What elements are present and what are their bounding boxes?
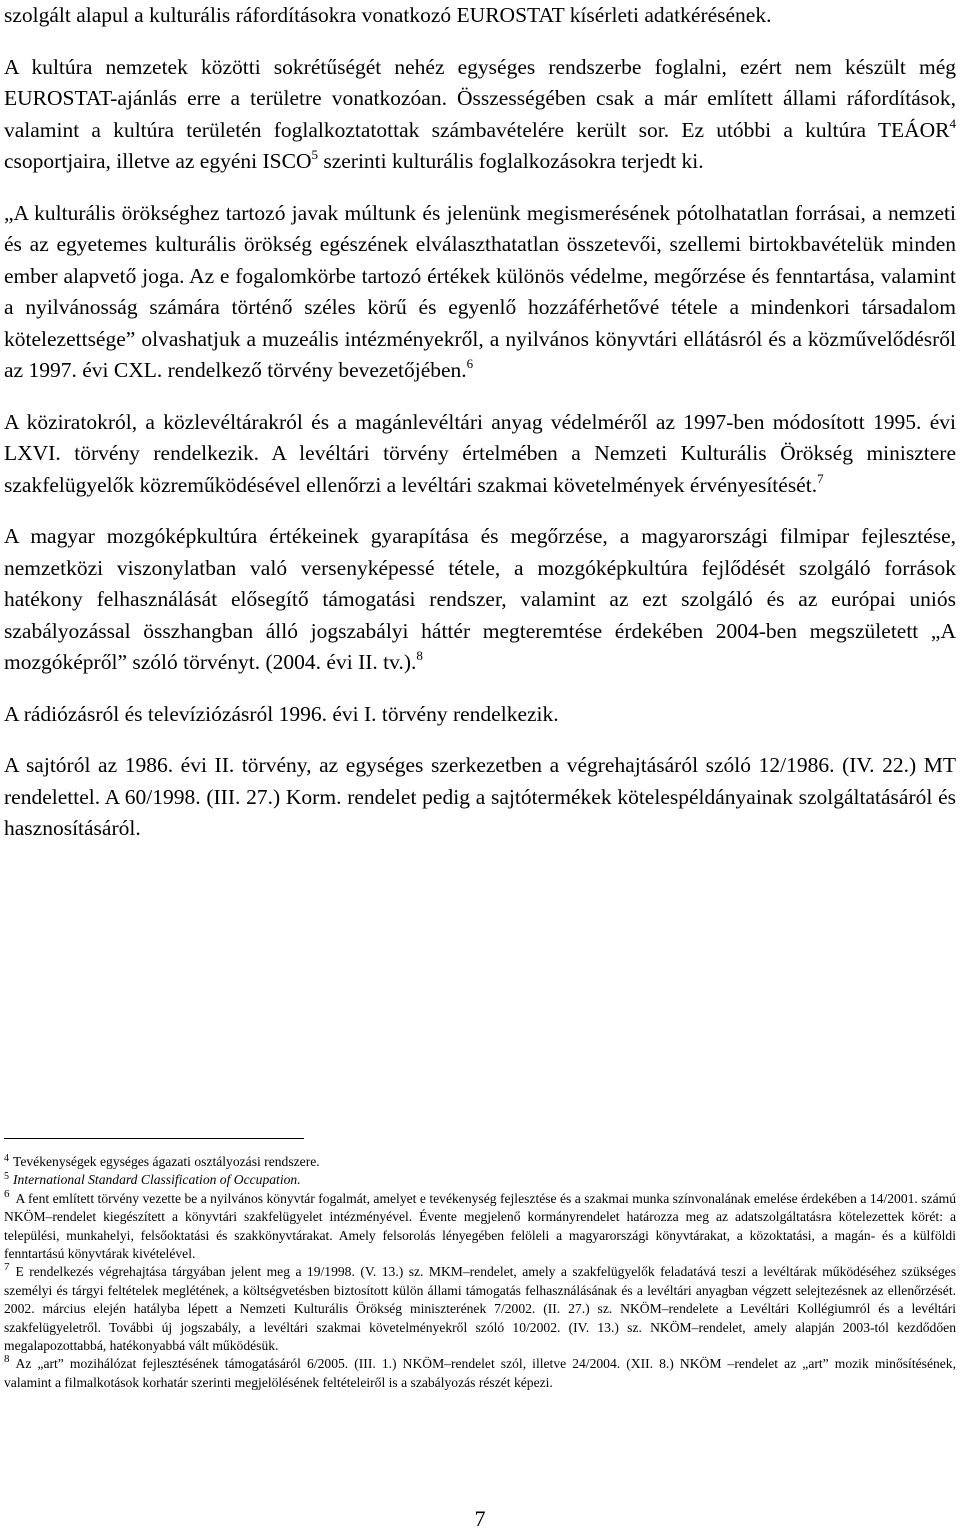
paragraph-text: A kultúra nemzetek közötti sokrétűségét nehéz egységes rendszerbe foglalni, ezért nem készült még EUROSTAT-ajánlás erre a területre vonatkozóan. Összességében csak a már említett állami ráfordítások, valamint a kultúra területén foglalkoztatottak számbavételére került sor. Ez utóbbi a kultúra TEÁOR: [4, 54, 956, 142]
footnote-mark: 5: [4, 1171, 9, 1183]
footnote-ref-7[interactable]: 7: [817, 470, 824, 486]
footnote-5: [4, 1171, 956, 1189]
page-number: 7: [474, 1506, 486, 1531]
footnote-text: A fent említett törvény vezette be a nyilvános könyvtár fogalmát, amelyet e tevékenység fejlesztése és a szakmai munka színvonalának emelése érdekében a 14/2001. számú NKÖM–rendelet kiegészített a könyvtári szakfelügyelet intézményével. Évente megjelenő kormányrendelet határozza meg az adatszolgáltatásra kötelezettek körét: a települési, munkahelyi, felsőoktatási és szakkönyvtárakat. Amely felsorolás lényegében felöleli a magyarországi könyvtárakat, a közoktatási, a magán- és a külföldi fenntartású könyvtárak kivételével.: [4, 1190, 956, 1262]
footnote-mark: 4: [4, 1153, 9, 1164]
footnote-6: [4, 1187, 956, 1264]
paragraph-text: szerinti kulturális foglalkozásokra terjedt ki.: [317, 149, 704, 173]
paragraph-text: csoportjaira, illetve az egyéni ISCO: [4, 149, 312, 173]
paragraph-archives-law: [4, 407, 956, 502]
paragraph-eurostat-continued: szolgált alapul a kulturális ráfordításokra vonatkozó EUROSTAT kísérleti adatkérésének.: [4, 3, 772, 27]
footnote-ref-5[interactable]: 5: [311, 147, 318, 162]
paragraph-text: A magyar mozgóképkultúra értékeinek gyarapítása és megőrzése, a magyarországi filmipar fejlesztése, nemzetközi viszonylatban való versenyképessé tétele, a mozgóképkultúra fejlődését szolgáló források hatékony felhasználását elősegítő támogatási rendszer, valamint az ezt szolgáló és az európai uniós szabályozással összhangban álló jogszabályi háttér megteremtése érdekében 2004-ben megszületett „A mozgóképről” szóló törvényt. (2004. évi II. tv.).: [4, 524, 956, 674]
paragraph-press-law: A sajtóról az 1986. évi II. törvény, az egységes szerkezetben a végrehajtásáról szóló 12/1986. (IV. 22.) MT rendelettel. A 60/1998. (III. 27.) Korm. rendelet pedig a sajtótermékek kötelespéldányainak szolgáltatásáról és hasznosításáról.: [4, 753, 956, 840]
footnote-mark: 7: [4, 1261, 10, 1274]
footnote-8: [4, 1355, 956, 1392]
footnotes: [4, 1153, 956, 1392]
footnote-7: [4, 1263, 956, 1355]
footnote-mark: 8: [4, 1353, 10, 1366]
footnote-ref-4[interactable]: 4: [949, 115, 956, 131]
footnote-4: [4, 1153, 956, 1171]
paragraph-radio-tv-law: A rádiózásról és televíziózásról 1996. évi I. törvény rendelkezik.: [4, 701, 559, 726]
footnote-text: Az „art” mozihálózat fejlesztésének támogatásáról 6/2005. (III. 1.) NKÖM–rendelet szól, illetve 24/2004. (XII. 8.) NKÖM –rendelet az „art” mozik minősítésének, valamint a filmalkotások korhatár szerinti megjelölésének feltételeiről is a szabályozás részét képezi.: [4, 1356, 956, 1390]
footnote-text: Tevékenységek egységes ágazati osztályozási rendszere.: [13, 1154, 320, 1169]
paragraph-text: „A kulturális örökséghez tartozó javak múltunk és jelenünk megismerésének pótolhatatlan forrásai, a nemzeti és az egyetemes kulturális örökség egészének elválaszthatatlan összetevői, szellemi birtokbavételük minden ember alapvető joga. Az e fogalomkörbe tartozó értékek különös védelme, megőrzése és fenntartása, valamint a nyilvánosság számára történő széles körű és egyenlő hozzáférhetővé tétele a mindenkori társadalom kötelezettsége” olvashatjuk a muzeális intézményekről, a nyilvános könyvtári ellátásról és a közművelődésről az 1997. évi CXL. rendelkező törvény bevezetőjében.: [4, 200, 956, 382]
footnote-ref-6[interactable]: 6: [466, 356, 474, 371]
footnote-mark: 6: [4, 1187, 10, 1200]
paragraph-text: A köziratokról, a közlevéltárakról és a magánlevéltári anyag védelméről az 1997-ben módosított 1995. évi LXVI. törvény rendelkezik. A levéltári törvény értelmében a Nemzeti Kulturális Örökség minisztere szakfelügyelők közreműködésével ellenőrzi a levéltári szakmai követelmények érvényesítését.: [4, 409, 956, 497]
paragraph-cultural-heritage-quote: [4, 198, 956, 387]
footnote-ref-8[interactable]: 8: [416, 648, 423, 663]
paragraph-culture-classification: [4, 52, 956, 178]
paragraph-film-law: [4, 521, 956, 679]
footnote-text: E rendelkezés végrehajtása tárgyában jelent meg a 19/1998. (V. 13.) sz. MKM–rendelet, amely a szakfelügyelők feladatává teszi a levéltárak működéséhez szükséges személyi és tárgyi feltételek meglétének, a költségvetésben biztosított külön állami támogatás felhasználásának és a levéltári anyagban végzett selejtezésnek az ellenőrzését. 2002. március elején hatályba lépett a Nemzeti Kulturális Örökség miniszterének 7/2002. (II. 27.) sz. NKÖM–rendelete a Levéltári Kollégiumról és a levéltári szakfelügyeletről. További új jogszabály, a levéltári szakmai követelményekről szóló 10/2002. (IV. 13.) sz. NKÖM–rendelet, amely alapján 2003-tól kezdődően megalapozottabbá, hatékonyabbá vált működésük.: [4, 1264, 956, 1354]
footnote-separator: [4, 1138, 304, 1139]
footnote-text: International Standard Classification of Occupation.: [13, 1172, 301, 1188]
document-page: [4, 0, 956, 845]
